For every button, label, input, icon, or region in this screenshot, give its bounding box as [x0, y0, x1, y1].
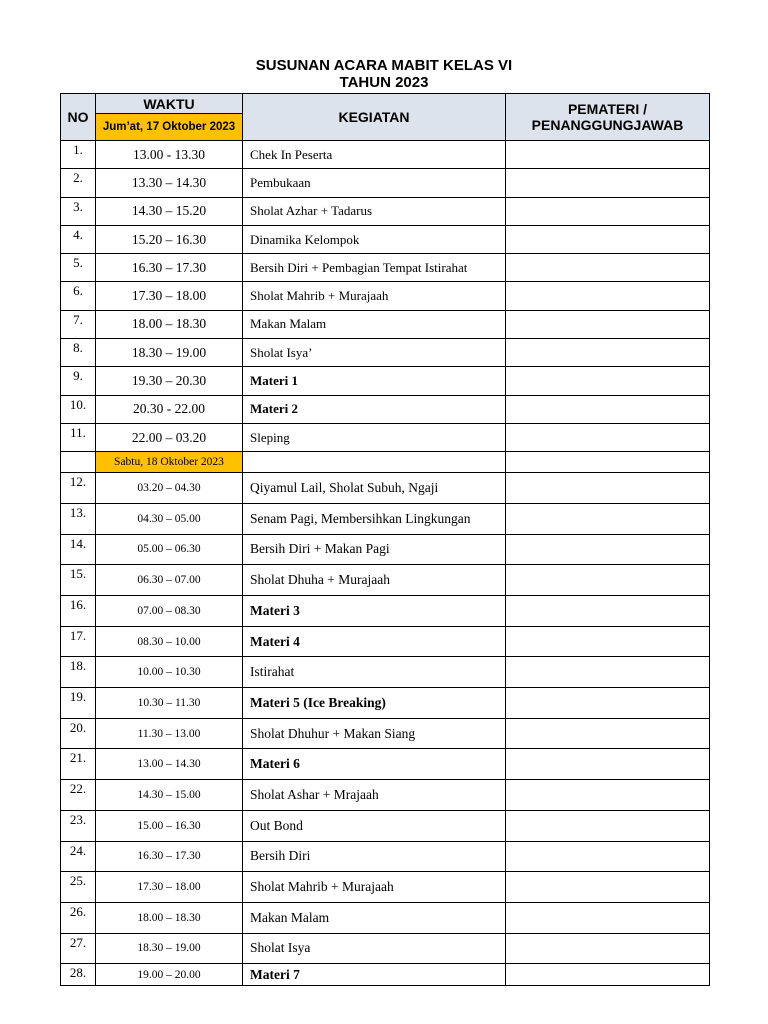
row-pemateri — [506, 810, 710, 841]
row-pemateri — [506, 933, 710, 964]
row-time: 19.00 – 20.00 — [96, 964, 243, 986]
document-title: SUSUNAN ACARA MABIT KELAS VI — [255, 57, 513, 74]
row-time: 05.00 – 06.30 — [96, 534, 243, 565]
table-row — [61, 657, 710, 688]
row-pemateri — [506, 141, 710, 169]
table-row — [61, 626, 710, 657]
table-row — [61, 565, 710, 596]
header-waktu: WAKTU — [96, 94, 243, 114]
row-pemateri — [506, 749, 710, 780]
table-row — [61, 688, 710, 719]
row-time: 08.30 – 10.00 — [96, 626, 243, 657]
row-time: 10.30 – 11.30 — [96, 688, 243, 719]
row-activity: Sholat Isya — [243, 933, 506, 964]
row-time: 13.00 - 13.30 — [96, 141, 243, 169]
row-time: 03.20 – 04.30 — [96, 473, 243, 504]
row-number: 20. — [61, 718, 96, 749]
row-time: 18.00 – 18.30 — [96, 310, 243, 338]
row-number: 18. — [61, 657, 96, 688]
row-pemateri — [506, 718, 710, 749]
row-pemateri — [506, 367, 710, 395]
table-row — [61, 964, 710, 986]
table-row — [61, 718, 710, 749]
row-pemateri — [506, 964, 710, 986]
table-row — [61, 780, 710, 811]
row-activity: Bersih Diri + Pembagian Tempat Istirahat — [243, 254, 506, 282]
table-row — [61, 367, 710, 395]
row-number: 19. — [61, 688, 96, 719]
table-row — [61, 841, 710, 872]
header-no: NO — [61, 94, 96, 141]
row-pemateri — [506, 688, 710, 719]
row-number: 2. — [61, 169, 96, 197]
row-activity: Materi 7 — [243, 964, 506, 986]
row-pemateri — [506, 282, 710, 310]
table-row — [61, 395, 710, 423]
row-activity: Makan Malam — [243, 310, 506, 338]
table-row — [61, 282, 710, 310]
row-time: 13.30 – 14.30 — [96, 169, 243, 197]
row-time: 13.00 – 14.30 — [96, 749, 243, 780]
row-pemateri — [506, 197, 710, 225]
row-time: 16.30 – 17.30 — [96, 841, 243, 872]
row-number: 22. — [61, 780, 96, 811]
row-activity: Dinamika Kelompok — [243, 225, 506, 253]
table-row — [61, 169, 710, 197]
table-row — [61, 473, 710, 504]
row-time: 14.30 – 15.20 — [96, 197, 243, 225]
row-number: 1. — [61, 141, 96, 169]
row-pemateri — [506, 395, 710, 423]
row-activity: Materi 6 — [243, 749, 506, 780]
row-time: 11.30 – 13.00 — [96, 718, 243, 749]
row-activity: Qiyamul Lail, Sholat Subuh, Ngaji — [243, 473, 506, 504]
row-activity: Istirahat — [243, 657, 506, 688]
row-activity: Sholat Isya’ — [243, 339, 506, 367]
row-activity: Out Bond — [243, 810, 506, 841]
table-row — [61, 503, 710, 534]
row-time: 06.30 – 07.00 — [96, 565, 243, 596]
row-time: 18.00 – 18.30 — [96, 902, 243, 933]
row-number: 12. — [61, 473, 96, 504]
row-time: 07.00 – 08.30 — [96, 596, 243, 627]
row-number: 6. — [61, 282, 96, 310]
row-activity: Sholat Dhuha + Murajaah — [243, 565, 506, 596]
day2-date: Sabtu, 18 Oktober 2023 — [96, 452, 243, 473]
table-row — [61, 225, 710, 253]
row-pemateri — [506, 565, 710, 596]
row-pemateri — [506, 534, 710, 565]
row-time: 20.30 - 22.00 — [96, 395, 243, 423]
day2-no-cell — [61, 452, 96, 473]
row-activity: Sholat Azhar + Tadarus — [243, 197, 506, 225]
row-activity: Sholat Mahrib + Murajaah — [243, 872, 506, 903]
table-row — [61, 254, 710, 282]
table-row — [61, 197, 710, 225]
table-row — [61, 933, 710, 964]
table-row — [61, 310, 710, 338]
row-pemateri — [506, 473, 710, 504]
row-number: 13. — [61, 503, 96, 534]
row-pemateri — [506, 872, 710, 903]
row-time: 19.30 – 20.30 — [96, 367, 243, 395]
row-time: 14.30 – 15.00 — [96, 780, 243, 811]
table-row — [61, 339, 710, 367]
row-number: 25. — [61, 872, 96, 903]
row-number: 7. — [61, 310, 96, 338]
row-time: 17.30 – 18.00 — [96, 282, 243, 310]
row-pemateri — [506, 657, 710, 688]
row-activity: Materi 4 — [243, 626, 506, 657]
row-activity: Chek In Peserta — [243, 141, 506, 169]
row-activity: Makan Malam — [243, 902, 506, 933]
row-activity: Materi 2 — [243, 395, 506, 423]
table-row — [61, 749, 710, 780]
row-pemateri — [506, 169, 710, 197]
row-activity: Senam Pagi, Membersihkan Lingkungan — [243, 503, 506, 534]
row-pemateri — [506, 626, 710, 657]
row-pemateri — [506, 254, 710, 282]
row-pemateri — [506, 841, 710, 872]
row-time: 17.30 – 18.00 — [96, 872, 243, 903]
day2-activity-cell — [243, 452, 506, 473]
row-activity: Materi 5 (Ice Breaking) — [243, 688, 506, 719]
row-number: 14. — [61, 534, 96, 565]
row-pemateri — [506, 339, 710, 367]
table-row — [61, 810, 710, 841]
row-number: 27. — [61, 933, 96, 964]
table-row — [61, 534, 710, 565]
row-pemateri — [506, 780, 710, 811]
row-time: 16.30 – 17.30 — [96, 254, 243, 282]
row-activity: Bersih Diri + Makan Pagi — [243, 534, 506, 565]
table-row — [61, 872, 710, 903]
row-number: 10. — [61, 395, 96, 423]
row-pemateri — [506, 503, 710, 534]
table-row — [61, 596, 710, 627]
day2-header-row — [61, 452, 710, 473]
header-day1-date: Jum’at, 17 Oktober 2023 — [96, 114, 243, 141]
row-activity: Sholat Ashar + Mrajaah — [243, 780, 506, 811]
row-pemateri — [506, 225, 710, 253]
row-time: 04.30 – 05.00 — [96, 503, 243, 534]
row-time: 15.20 – 16.30 — [96, 225, 243, 253]
row-activity: Sholat Dhuhur + Makan Siang — [243, 718, 506, 749]
row-activity: Materi 3 — [243, 596, 506, 627]
row-time: 18.30 – 19.00 — [96, 933, 243, 964]
row-activity: Materi 1 — [243, 367, 506, 395]
row-activity: Sholat Mahrib + Murajaah — [243, 282, 506, 310]
table-row — [61, 141, 710, 169]
row-number: 5. — [61, 254, 96, 282]
header-kegiatan: KEGIATAN — [243, 94, 506, 141]
header-pemateri: PEMATERI / PENANGGUNGJAWAB — [506, 94, 710, 141]
row-number: 4. — [61, 225, 96, 253]
row-time: 15.00 – 16.30 — [96, 810, 243, 841]
row-pemateri — [506, 596, 710, 627]
row-number: 9. — [61, 367, 96, 395]
row-number: 24. — [61, 841, 96, 872]
row-activity: Bersih Diri — [243, 841, 506, 872]
row-activity: Pembukaan — [243, 169, 506, 197]
row-number: 21. — [61, 749, 96, 780]
row-number: 23. — [61, 810, 96, 841]
table-row — [61, 902, 710, 933]
row-number: 15. — [61, 565, 96, 596]
row-number: 3. — [61, 197, 96, 225]
day2-pemateri-cell — [506, 452, 710, 473]
row-time: 22.00 – 03.20 — [96, 423, 243, 451]
document-subtitle: TAHUN 2023 — [339, 74, 429, 91]
row-time: 10.00 – 10.30 — [96, 657, 243, 688]
row-pemateri — [506, 902, 710, 933]
row-number: 28. — [61, 964, 96, 986]
row-activity: Sleping — [243, 423, 506, 451]
row-number: 11. — [61, 423, 96, 451]
row-number: 26. — [61, 902, 96, 933]
row-time: 18.30 – 19.00 — [96, 339, 243, 367]
row-number: 16. — [61, 596, 96, 627]
row-pemateri — [506, 423, 710, 451]
table-row — [61, 423, 710, 451]
row-number: 17. — [61, 626, 96, 657]
schedule-table — [60, 93, 710, 986]
row-pemateri — [506, 310, 710, 338]
row-number: 8. — [61, 339, 96, 367]
